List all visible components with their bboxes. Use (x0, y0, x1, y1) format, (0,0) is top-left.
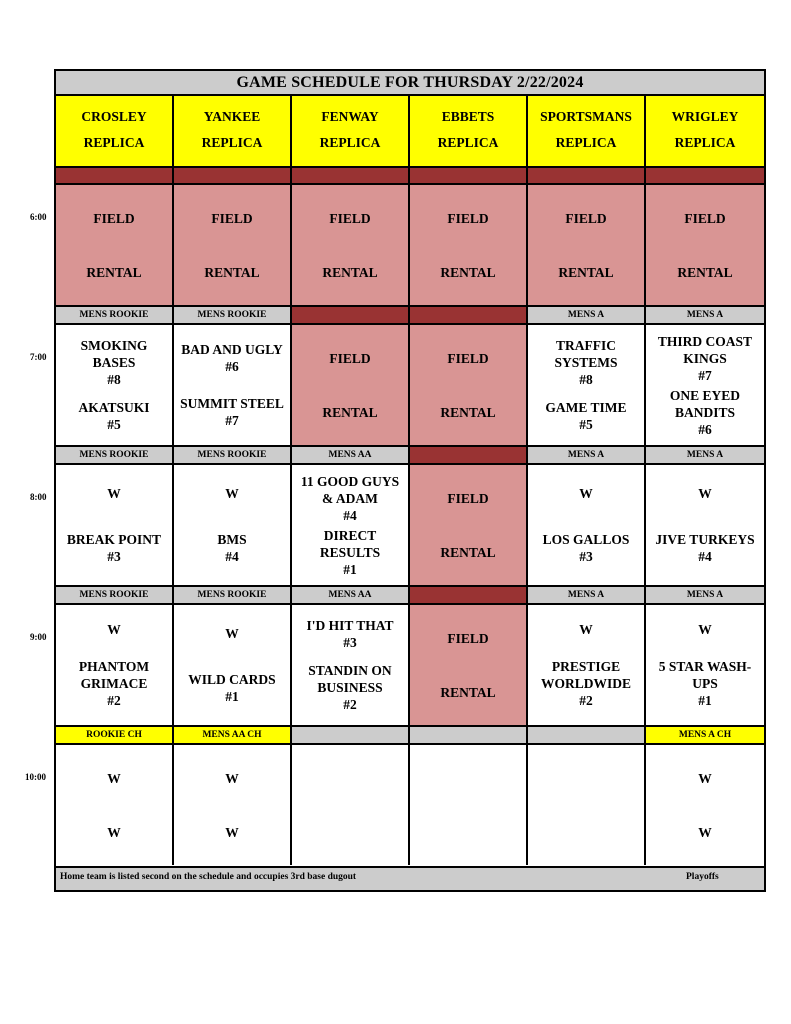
header-separator (174, 168, 292, 185)
game-bottom-team (78, 399, 149, 433)
team-line: FIELD (329, 210, 371, 226)
field-name: YANKEE (203, 109, 261, 124)
header-separator (528, 168, 646, 185)
game-bottom-team (440, 404, 495, 421)
game-top-team (301, 473, 399, 524)
game-top-team (698, 621, 712, 638)
game-bottom-team (545, 399, 626, 433)
team-line: WORLDWIDE (540, 676, 631, 691)
header-separator (56, 168, 174, 185)
field-type: REPLICA (83, 135, 145, 150)
team-line: #1 (225, 688, 239, 704)
game-cell (174, 325, 292, 445)
team-line: RENTAL (322, 264, 378, 280)
game-cell (646, 745, 764, 865)
game-cell (174, 745, 292, 865)
game-top-team (658, 333, 752, 384)
field-name: EBBETS (441, 109, 495, 124)
team-line: ONE EYED (669, 387, 741, 403)
game-bottom-team (180, 395, 284, 429)
division-label (292, 305, 410, 325)
game-bottom-team (440, 684, 495, 701)
division-label: MENS ROOKIE (174, 445, 292, 465)
team-line: BAD AND UGLY (181, 342, 283, 357)
field-name: CROSLEY (81, 109, 147, 124)
game-cell (292, 325, 410, 445)
game-bottom-team (320, 527, 380, 578)
division-label: MENS A (646, 305, 764, 325)
team-line: #2 (579, 693, 593, 708)
team-line: RENTAL (86, 264, 142, 280)
game-top-team (698, 485, 712, 502)
field-name: WRIGLEY (671, 109, 739, 124)
division-label: MENS A (528, 305, 646, 325)
division-label: MENS ROOKIE (56, 305, 174, 325)
division-label: MENS ROOKIE (174, 585, 292, 605)
game-bottom-team (670, 387, 740, 438)
division-label: MENS ROOKIE (56, 445, 174, 465)
team-line: AKATSUKI (78, 400, 150, 416)
field-header (292, 96, 410, 168)
game-top-team (447, 210, 488, 227)
team-line: #1 (698, 693, 712, 708)
time-label: 10:00 (25, 772, 46, 782)
team-line: W (107, 486, 121, 502)
team-line: W (225, 770, 239, 786)
team-line: WILD CARDS (188, 671, 276, 687)
game-cell (528, 325, 646, 445)
team-line: RENTAL (440, 264, 496, 280)
game-bottom-team (86, 264, 141, 281)
game-cell (528, 465, 646, 585)
game-bottom-team (107, 824, 121, 841)
team-line: W (698, 622, 712, 637)
game-bottom-team (677, 264, 732, 281)
game-cell (292, 465, 410, 585)
game-bottom-team (204, 264, 259, 281)
team-line: W (107, 622, 121, 637)
team-line: TRAFFIC (556, 337, 616, 353)
game-cell (646, 185, 764, 305)
field-header (410, 96, 528, 168)
game-bottom-team (541, 658, 631, 709)
game-bottom-team (543, 531, 630, 565)
game-cell (56, 465, 174, 585)
team-line: W (225, 626, 239, 642)
game-cell (174, 605, 292, 725)
game-bottom-team (655, 531, 754, 565)
game-cell (410, 605, 528, 725)
team-line: RENTAL (204, 264, 260, 280)
game-top-team (107, 485, 121, 502)
game-top-team (579, 485, 593, 502)
game-cell (646, 465, 764, 585)
game-top-team (107, 621, 121, 638)
game-top-team (579, 621, 593, 638)
team-line: #3 (579, 548, 593, 564)
game-top-team (329, 210, 370, 227)
time-label: 8:00 (30, 492, 47, 502)
team-line: THIRD COAST (657, 333, 753, 349)
team-line: PHANTOM (78, 659, 150, 674)
team-line: #4 (698, 548, 712, 564)
team-line: W (107, 770, 121, 786)
game-bottom-team (225, 824, 239, 841)
field-type: REPLICA (201, 135, 263, 150)
field-header (646, 96, 764, 168)
team-line: SUMMIT STEEL (180, 396, 284, 411)
team-line: RENTAL (440, 684, 496, 700)
team-line: BUSINESS (317, 680, 383, 696)
field-type: REPLICA (437, 135, 499, 150)
team-line: PRESTIGE (551, 659, 621, 674)
field-header (174, 96, 292, 168)
team-line: RENTAL (322, 404, 378, 420)
time-label: 7:00 (30, 352, 47, 362)
team-line: GAME TIME (545, 400, 627, 416)
game-bottom-team (322, 264, 377, 281)
team-line: FIELD (447, 210, 489, 226)
division-label (410, 445, 528, 465)
game-top-team (225, 625, 239, 642)
team-line: BANDITS (674, 404, 735, 420)
game-cell (292, 185, 410, 305)
team-line: KINGS (683, 350, 727, 366)
team-line: DIRECT (323, 527, 377, 543)
game-bottom-team (217, 531, 246, 565)
game-bottom-team (659, 658, 752, 709)
field-type: REPLICA (555, 135, 617, 150)
game-top-team (181, 341, 283, 375)
team-line: BASES (92, 354, 136, 370)
division-label: MENS AA (292, 585, 410, 605)
division-label: MENS ROOKIE (174, 305, 292, 325)
division-label (292, 725, 410, 745)
team-line: #2 (343, 697, 357, 713)
game-cell (56, 185, 174, 305)
game-top-team (107, 770, 121, 787)
game-cell (56, 605, 174, 725)
team-line: GRIMACE (80, 676, 148, 691)
game-top-team (225, 770, 239, 787)
field-type: REPLICA (319, 135, 381, 150)
header-separator (646, 168, 764, 185)
team-line: #2 (107, 693, 121, 708)
team-line: #7 (698, 367, 712, 383)
game-top-team (565, 210, 606, 227)
team-line: SMOKING (80, 337, 148, 353)
team-line: JIVE TURKEYS (655, 531, 755, 547)
game-bottom-team (440, 264, 495, 281)
footer-bar (56, 866, 764, 890)
team-line: #7 (225, 413, 239, 428)
game-cell (56, 325, 174, 445)
game-top-team (81, 337, 148, 388)
team-line: RESULTS (319, 544, 381, 560)
page-title: GAME SCHEDULE FOR THURSDAY 2/22/2024 (56, 71, 764, 96)
division-label: MENS AA CH (174, 725, 292, 745)
team-line: #8 (107, 371, 121, 387)
team-line: #5 (107, 417, 121, 433)
game-cell (528, 745, 646, 865)
team-line: RENTAL (440, 404, 496, 420)
team-line: 11 GOOD GUYS (300, 473, 400, 489)
team-line: FIELD (211, 210, 253, 226)
game-cell (410, 185, 528, 305)
team-line: W (698, 486, 712, 502)
game-cell (174, 185, 292, 305)
team-line: UPS (692, 676, 718, 691)
team-line: FIELD (447, 350, 489, 366)
team-line: FIELD (93, 210, 135, 226)
team-line: FIELD (447, 490, 489, 506)
team-line: #6 (698, 421, 712, 437)
team-line: RENTAL (677, 264, 733, 280)
team-line: RENTAL (558, 264, 614, 280)
game-cell (646, 605, 764, 725)
game-cell (292, 745, 410, 865)
division-label: ROOKIE CH (56, 725, 174, 745)
team-line: #8 (579, 371, 593, 387)
division-label: MENS A (528, 585, 646, 605)
footer-playoffs: Playoffs (686, 872, 719, 882)
time-label: 6:00 (30, 212, 47, 222)
game-bottom-team (79, 658, 149, 709)
team-line: & ADAM (322, 490, 378, 506)
team-line: SYSTEMS (554, 354, 618, 370)
game-cell (528, 185, 646, 305)
team-line: FIELD (447, 630, 489, 646)
game-cell (410, 745, 528, 865)
game-top-team (93, 210, 134, 227)
team-line: FIELD (329, 350, 371, 366)
team-line: #4 (225, 548, 239, 564)
team-line: #5 (579, 417, 593, 433)
field-header (528, 96, 646, 168)
division-label (410, 725, 528, 745)
game-top-team (211, 210, 252, 227)
team-line: FIELD (684, 210, 726, 226)
team-line: FIELD (565, 210, 607, 226)
team-line: STANDIN ON (308, 663, 392, 679)
field-header (56, 96, 174, 168)
game-top-team (698, 770, 712, 787)
team-line: 5 STAR WASH- (658, 659, 752, 674)
field-name: FENWAY (321, 109, 379, 124)
team-line: W (107, 824, 121, 840)
field-name: SPORTSMANS (540, 109, 632, 124)
team-line: LOS GALLOS (542, 531, 630, 547)
game-bottom-team (322, 404, 377, 421)
game-bottom-team (558, 264, 613, 281)
team-line: BMS (217, 531, 247, 547)
team-line: W (579, 622, 593, 637)
game-bottom-team (698, 824, 712, 841)
team-line: #3 (343, 634, 357, 650)
time-label: 9:00 (30, 632, 47, 642)
schedule-sheet (54, 69, 766, 892)
team-line: W (698, 770, 712, 786)
team-line: W (579, 486, 593, 502)
team-line: I'D HIT THAT (306, 617, 394, 633)
division-label: MENS A (528, 445, 646, 465)
division-label (528, 725, 646, 745)
game-top-team (447, 350, 488, 367)
division-label (410, 305, 528, 325)
game-cell (410, 465, 528, 585)
game-top-team (329, 350, 370, 367)
team-line: W (698, 824, 712, 840)
game-bottom-team (308, 662, 391, 713)
game-cell (646, 325, 764, 445)
game-cell (56, 745, 174, 865)
header-separator (292, 168, 410, 185)
game-top-team (554, 337, 617, 388)
field-type: REPLICA (674, 135, 736, 150)
team-line: W (225, 486, 239, 502)
division-label: MENS A (646, 585, 764, 605)
team-line: #6 (225, 359, 239, 374)
header-separator (410, 168, 528, 185)
game-cell (528, 605, 646, 725)
team-line: #3 (107, 548, 121, 564)
division-label (410, 585, 528, 605)
game-cell (292, 605, 410, 725)
division-label: MENS A (646, 445, 764, 465)
footer-note: Home team is listed second on the schedule and occupies 3rd base dugout (60, 872, 357, 882)
team-line: W (225, 824, 239, 840)
team-line: #4 (343, 507, 357, 523)
game-top-team (306, 617, 393, 651)
division-label: MENS AA (292, 445, 410, 465)
game-top-team (684, 210, 725, 227)
division-label: MENS ROOKIE (56, 585, 174, 605)
team-line: RENTAL (440, 544, 496, 560)
game-bottom-team (188, 671, 275, 705)
game-top-team (447, 630, 488, 647)
team-line: #1 (343, 561, 357, 577)
team-line: BREAK POINT (66, 531, 162, 547)
game-cell (174, 465, 292, 585)
division-label: MENS A CH (646, 725, 764, 745)
game-bottom-team (440, 544, 495, 561)
game-top-team (447, 490, 488, 507)
game-top-team (225, 485, 239, 502)
game-cell (410, 325, 528, 445)
game-bottom-team (67, 531, 161, 565)
